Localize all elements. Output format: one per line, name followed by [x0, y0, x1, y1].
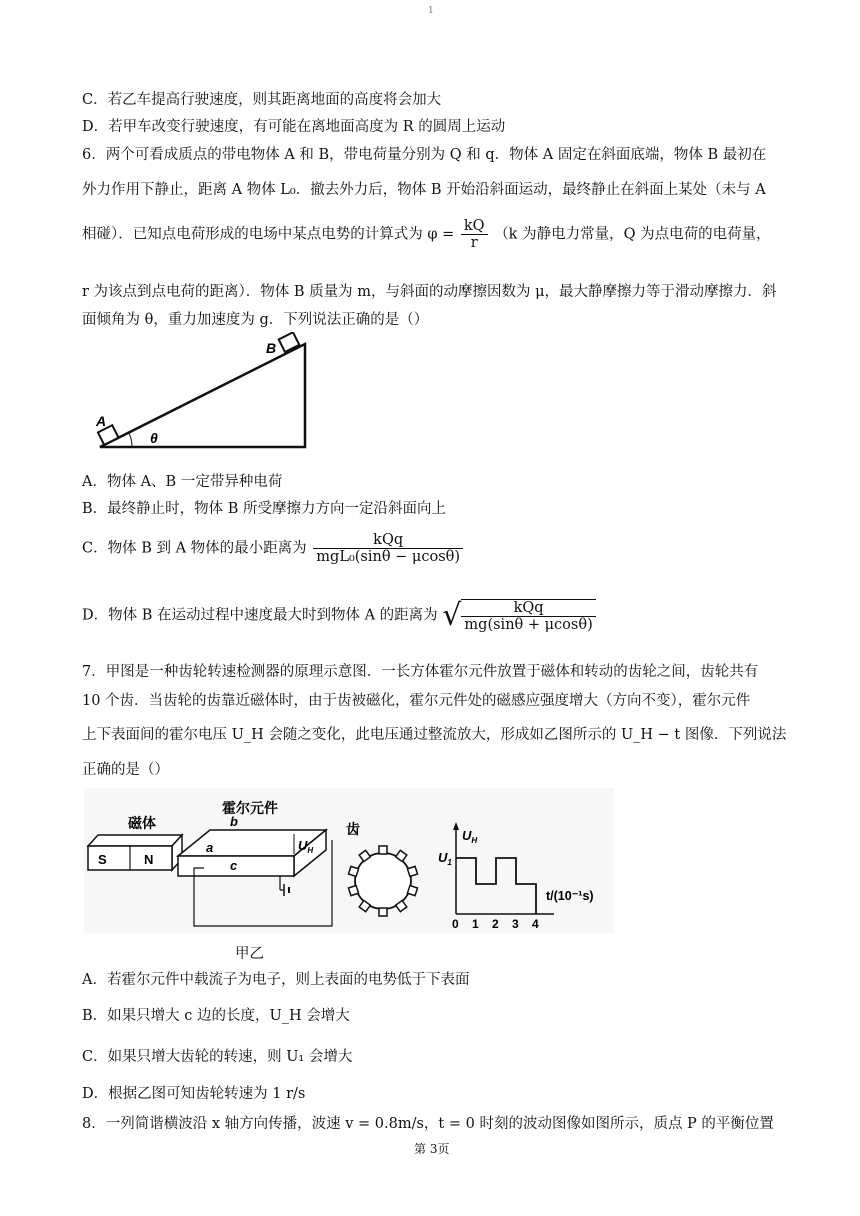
incline-figure	[90, 332, 330, 457]
q7-option-b: B．如果只增大 c 边的长度，U_H 会增大	[82, 1008, 350, 1024]
potential-denominator: r	[470, 235, 478, 251]
gear-tooth	[379, 908, 387, 916]
q6-option-c	[82, 532, 465, 565]
q8-stem-line1: 8．一列简谐横波沿 x 轴方向传播，波速 v = 0.8m/s，t = 0 时刻的波动图像如图所示，质点 P 的平衡位置	[82, 1116, 774, 1132]
edge-a-label: a	[206, 840, 214, 855]
label-b: B	[266, 340, 277, 356]
graph-tick-4: 4	[532, 917, 539, 931]
min-distance-formula	[313, 532, 463, 565]
q6-option-a: A．物体 A、B 一定带异种电荷	[82, 474, 283, 490]
max-speed-distance-formula	[461, 599, 595, 633]
theta-arc	[129, 433, 132, 447]
q7-stem-line4: 正确的是（）	[82, 762, 169, 778]
label-a: A	[96, 413, 107, 429]
min-distance-denominator: mgL₀(sinθ − μcosθ)	[316, 549, 461, 565]
header-mark: 1	[428, 6, 434, 16]
q6-line3-pre: 相碰）．已知点电荷形成的电场中某点电势的计算式为 φ =	[82, 226, 455, 243]
incline-triangle	[100, 344, 305, 447]
q5-option-c: C．若乙车提高行驶速度，则其距离地面的高度将会加大	[82, 92, 442, 108]
magnet-n-pole: N	[144, 852, 154, 867]
q6-option-d-text: D．物体 B 在运动过程中速度最大时到物体 A 的距离为	[82, 607, 438, 624]
q6-stem-line2: 外力作用下静止，距离 A 物体 L₀．撤去外力后，物体 B 开始沿斜面运动，最终静止在斜面上某处（未与 A	[82, 182, 766, 198]
gear-tooth	[379, 846, 387, 854]
uh-label: $U_H$	[298, 838, 314, 855]
hall-element-label: 霍尔元件	[222, 800, 278, 816]
q6-stem-line1: 6．两个可看成质点的带电物体 A 和 B，带电荷量分别为 Q 和 q．物体 A 固定在斜面底端，物体 B 最初在	[82, 147, 767, 163]
graph-tick-2: 2	[492, 917, 499, 931]
graph-tick-0: 0	[452, 917, 459, 931]
sqrt-sign: √	[442, 598, 462, 633]
q6-stem-line4: r 为该点到点电荷的距离）．物体 B 质量为 m，与斜面的动摩擦因数为 μ，最大静摩擦力等于滑动摩擦力．斜	[82, 284, 777, 300]
edge-b-label: b	[230, 814, 238, 829]
q6-line3-post: （k 为静电力常量，Q 为点电荷的电荷量，	[494, 226, 771, 243]
q6-option-b: B．最终静止时，物体 B 所受摩擦力方向一定沿斜面向上	[82, 501, 447, 517]
potential-formula	[461, 218, 488, 251]
edge-c-label: c	[230, 858, 238, 873]
q7-option-c: C．如果只增大齿轮的转速，则 U₁ 会增大	[82, 1049, 353, 1065]
q6-stem-line3	[82, 218, 771, 251]
q6-option-d	[82, 598, 598, 633]
q7-figure-caption: 甲乙	[235, 946, 264, 962]
q7-option-a: A．若霍尔元件中载流子为电子，则上表面的电势低于下表面	[82, 972, 470, 988]
graph-y-label: $U_H$	[462, 828, 478, 845]
label-theta: θ	[150, 430, 158, 446]
q7-stem-line1: 7．甲图是一种齿轮转速检测器的原理示意图．一长方体霍尔元件放置于磁体和转动的齿轮之间，齿轮共有	[82, 664, 759, 680]
graph-u1-label: $U_1$	[438, 850, 452, 867]
min-distance-numerator: kQq	[313, 532, 463, 549]
max-speed-denominator: mg(sinθ + μcosθ)	[464, 616, 593, 633]
q6-stem-line5: 面倾角为 θ，重力加速度为 g．下列说法正确的是（）	[82, 312, 429, 328]
gear-tooth	[348, 886, 358, 896]
magnet-s-pole: S	[98, 852, 107, 867]
gear-tooth	[407, 886, 417, 896]
q7-option-d: D．根据乙图可知齿轮转速为 1 r/s	[82, 1086, 306, 1102]
graph-tick-1: 1	[472, 917, 479, 931]
q5-option-d: D．若甲车改变行驶速度，有可能在离地面高度为 R 的圆周上运动	[82, 119, 506, 135]
magnet-top	[88, 835, 182, 846]
q7-stem-line3: 上下表面间的霍尔电压 U_H 会随之变化，此电压通过整流放大，形成如乙图所示的 U_H − t 图像．下列说法	[82, 727, 787, 743]
potential-numerator: kQ	[461, 218, 488, 235]
q6-option-c-text: C．物体 B 到 A 物体的最小距离为	[82, 540, 307, 557]
gear-tooth	[348, 866, 358, 876]
q7-stem-line2: 10 个齿．当齿轮的齿靠近磁体时，由于齿被磁化，霍尔元件处的磁感应强度增大（方向不变），霍尔元件	[82, 693, 751, 709]
graph-tick-3: 3	[512, 917, 519, 931]
gear-sensor-figure	[84, 788, 614, 933]
magnet-label: 磁体	[128, 815, 156, 831]
gear-label: 齿	[346, 821, 360, 837]
page-footer: 第 3页	[414, 1142, 450, 1156]
graph-x-label: t/(10⁻¹s)	[546, 889, 594, 903]
gear-tooth	[407, 866, 417, 876]
max-speed-numerator: kQq	[461, 600, 595, 617]
